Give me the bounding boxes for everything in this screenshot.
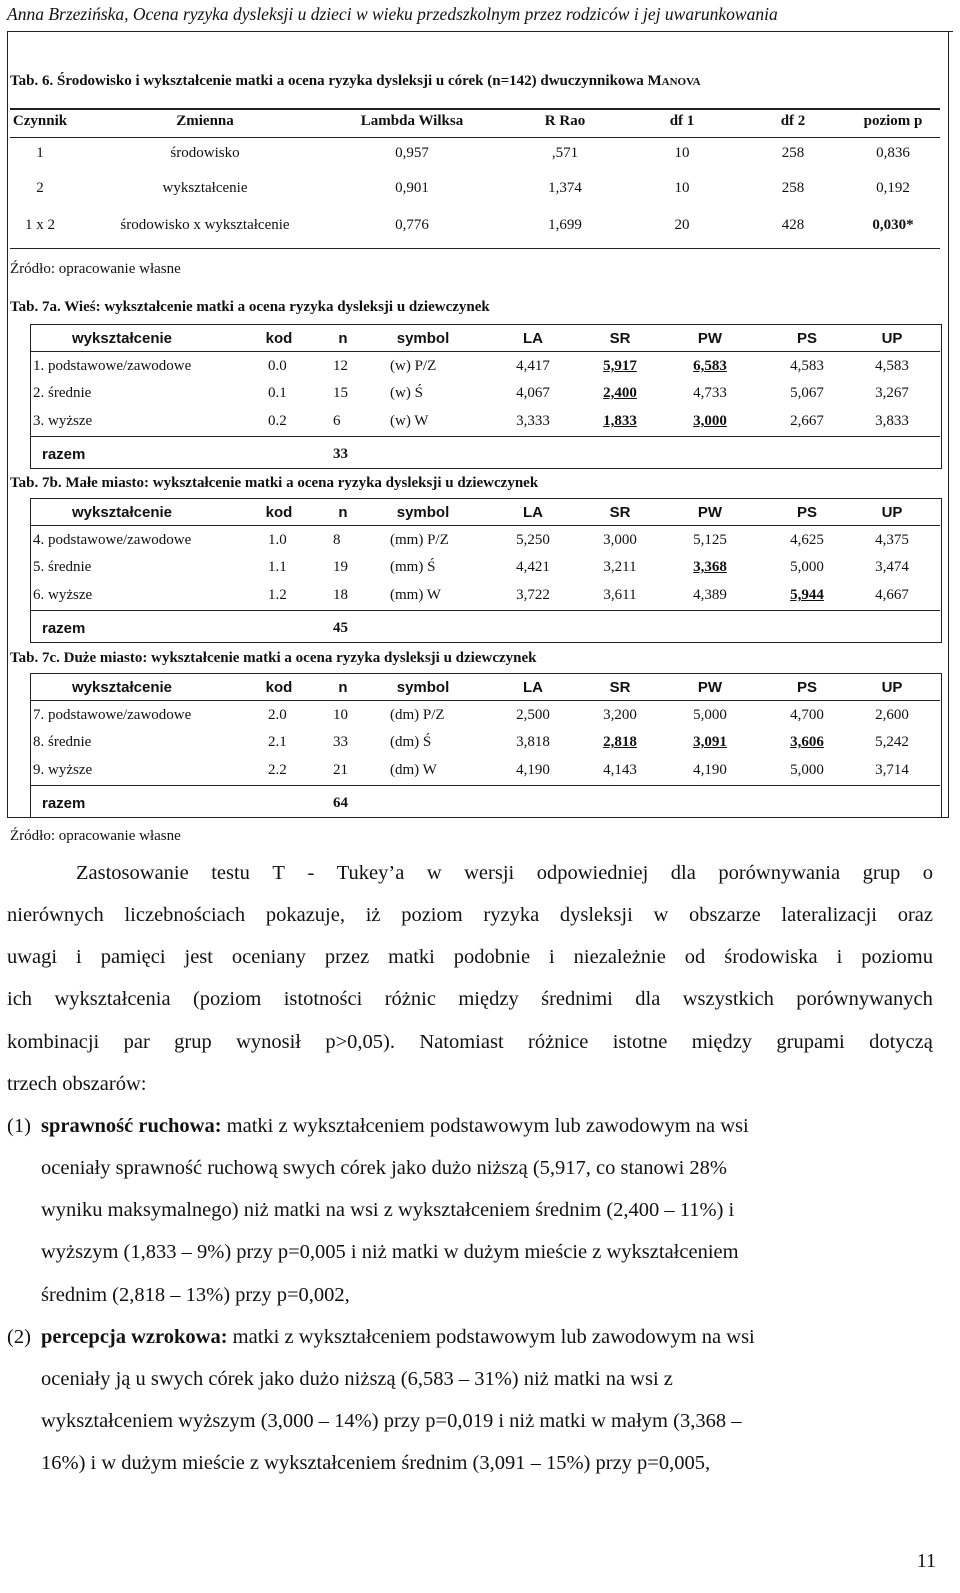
item2-term: percepcja wzrokowa: [41, 1326, 228, 1348]
tab6-cell: 1 x 2 [25, 217, 55, 233]
tab6-cell: wykształcenie [162, 180, 248, 196]
tab6-cell: 0,192 [876, 180, 910, 196]
tab7a-cell: (w) P/Z [390, 358, 437, 374]
tab7b-cell: 18 [333, 587, 348, 603]
tab6-cell: środowisko [170, 145, 240, 161]
tab7c-cell: 5,000 [693, 707, 727, 723]
tab7c-cell: 10 [333, 707, 348, 723]
tab7c-col-header: kod [265, 679, 293, 696]
tab7a-col-header: n [338, 330, 348, 347]
tab6-cell: 258 [781, 180, 805, 196]
tab7c-cell: 3,714 [875, 762, 909, 778]
tab7b-cell: (mm) P/Z [390, 532, 449, 548]
tab6-cell: ,571 [551, 145, 579, 161]
tab7c-col-header: PS [796, 679, 818, 696]
tab7b-total: 45 [333, 620, 348, 636]
tab7b-cell: 5. średnie [33, 559, 92, 575]
tab7c-header-rule [30, 700, 940, 701]
tab7b-cell: 4,667 [875, 587, 909, 603]
tab7c-cell: 3,818 [516, 734, 550, 750]
tab7b-col-header: wykształcenie [71, 504, 173, 521]
body-line-5-text: kombinacji par grup wynosił p>0,05). Natomiast różnice istotne między grupami dotyczą [7, 1031, 933, 1053]
tab7a-col-header: symbol [396, 330, 450, 347]
tab7a-cell: 4,733 [693, 385, 727, 401]
tab7a-cell: (w) Ś [390, 385, 423, 401]
tab7a-col-header: UP [881, 330, 903, 347]
tab7c-cell: 21 [333, 762, 348, 778]
tab7c-source [10, 828, 181, 845]
tab6-top-rule [10, 108, 940, 110]
item2-line-3: wykształceniem wyższym (3,000 – 14%) przy p=0,019 i niż matki w małym (3,368 – [41, 1410, 742, 1432]
tab7b-caption-text: Tab. 7b. Małe miasto: wykształcenie matki a ocena ryzyka dysleksji u dziewczynek [10, 475, 539, 491]
tab7b-total-label: razem [42, 620, 86, 637]
body-line-3-text: uwagi i pamięci jest oceniany przez matki podobnie i niezależnie od środowiska i poziomu [7, 946, 933, 968]
tab7c-cell: (dm) P/Z [390, 707, 445, 723]
tab6-cell: 2 [36, 180, 44, 196]
tab6-header-rule [10, 137, 940, 138]
tab7b-cell: 5,000 [790, 559, 824, 575]
tab7c-cell: 2.1 [268, 734, 287, 750]
tab7c-total: 64 [333, 795, 348, 811]
tab7c-cell: 2,500 [516, 707, 550, 723]
tab6-cell: 0,957 [395, 145, 429, 161]
tab7a-cell: 6,583 [693, 358, 727, 374]
tab7a-cell: 4,583 [790, 358, 824, 374]
tab6-cell: 0,836 [876, 145, 910, 161]
tab7b-cell: 6. wyższe [33, 587, 93, 603]
tab7b-col-header: symbol [396, 504, 450, 521]
tab7a-col-header: kod [265, 330, 293, 347]
tab7b-cell: 1.2 [268, 587, 287, 603]
body-line-2 [7, 904, 933, 927]
tab7c-caption [10, 650, 537, 667]
tab7c-cell: 8. średnie [33, 734, 92, 750]
tab7a-cell: 1,833 [603, 413, 637, 429]
tab6-cell: 1 [36, 145, 44, 161]
tab7c-total-label: razem [42, 795, 86, 812]
tab7a-cell: 3,000 [693, 413, 727, 429]
tab7c-cell: 3,606 [790, 734, 824, 750]
tab7b-cell: 3,368 [693, 559, 727, 575]
tab7b-col-header: SR [609, 504, 631, 521]
tab7b-caption [10, 475, 538, 492]
tab7a-col-header: PS [796, 330, 818, 347]
tab7b-cell: 1.1 [268, 559, 287, 575]
tab7b-cell: 1.0 [268, 532, 287, 548]
tab6-cell: 0,030* [872, 217, 914, 233]
tab7a-rows-rule [30, 436, 940, 437]
item1-line-1-rest: matki z wykształceniem podstawowym lub zawodowym na wsi [221, 1115, 749, 1137]
tab7c-cell: 2.0 [268, 707, 287, 723]
tab7c-col-header: n [338, 679, 348, 696]
body-line-6-text: trzech obszarów: [7, 1073, 147, 1095]
tab7c-cell: 3,200 [603, 707, 637, 723]
tab6-cell: 428 [781, 217, 805, 233]
tab7a-cell: 2. średnie [33, 385, 92, 401]
tab7c-col-header: LA [523, 679, 543, 696]
tab7b-cell: 19 [333, 559, 348, 575]
tab7a-cell: 12 [333, 358, 348, 374]
tab7a-cell: 5,917 [603, 358, 637, 374]
tab7c-cell: 2.2 [268, 762, 287, 778]
tab6-cell: 258 [781, 145, 805, 161]
tab7c-cell: 5,000 [790, 762, 824, 778]
tab7b-col-header: PW [697, 504, 723, 521]
tab7a-cell: 6 [333, 413, 341, 429]
tab7b-header-rule [30, 525, 940, 526]
tab7b-col-header: UP [881, 504, 903, 521]
tab7b-cell: 3,722 [516, 587, 550, 603]
tab6-cell: 0,776 [395, 217, 429, 233]
tab7a-cell: (w) W [390, 413, 429, 429]
item2-line-4: 16%) i w dużym mieście z wykształceniem średnim (3,091 – 15%) przy p=0,005, [41, 1452, 711, 1474]
tab7b-cell: 8 [333, 532, 341, 548]
tab6-cell: 20 [674, 217, 690, 233]
tab7b-rows-rule [30, 610, 940, 611]
item1-line-4: wyższym (1,833 – 9%) przy p=0,005 i niż matki w dużym mieście z wykształceniem [41, 1241, 739, 1263]
tab7c-cell: 3,091 [693, 734, 727, 750]
tab7c-col-header: UP [881, 679, 903, 696]
tab7a-cell: 1. podstawowe/zawodowe [33, 358, 192, 374]
tab7c-caption-text: Tab. 7c. Duże miasto: wykształcenie matki a ocena ryzyka dysleksji u dziewczynek [10, 650, 537, 666]
tab7a-col-header: PW [697, 330, 723, 347]
tab7a-cell: 3,833 [875, 413, 909, 429]
tab7b-col-header: PS [796, 504, 818, 521]
tab6-col-header: df 2 [780, 113, 806, 129]
tab7a-cell: 4,583 [875, 358, 909, 374]
tab7b-col-header: LA [523, 504, 543, 521]
tab7b-cell: 4,421 [516, 559, 550, 575]
tab7c-cell: (dm) W [390, 762, 437, 778]
body-line-3 [7, 946, 933, 969]
running-header: Anna Brzezińska, Ocena ryzyka dysleksji u dzieci w wieku przedszkolnym przez rodziców i jej uwarunkowania [7, 4, 778, 24]
tab7a-caption [10, 299, 490, 316]
tab7a-total-label: razem [42, 446, 86, 463]
item2-line-1 [41, 1326, 755, 1349]
tab7b-cell: 4,375 [875, 532, 909, 548]
tab7a-cell: 4,067 [516, 385, 550, 401]
body-line-1 [76, 862, 933, 885]
tab7b-cell: 5,125 [693, 532, 727, 548]
body-line-4-text: ich wykształcenia (poziom istotności różnic między średnimi dla wszystkich porównywanych [7, 988, 933, 1010]
tab6-col-header: Czynnik [12, 113, 68, 129]
item1-line-5: średnim (2,818 – 13%) przy p=0,002, [41, 1284, 350, 1306]
item2-number: (2) [7, 1326, 31, 1348]
tab7a-cell: 0.2 [268, 413, 287, 429]
tab7b-cell: 4,389 [693, 587, 727, 603]
tab6-col-header: R Rao [544, 113, 586, 129]
tab6-col-header: df 1 [669, 113, 695, 129]
tab7a-cell: 3,267 [875, 385, 909, 401]
tab6-cell: 10 [674, 180, 690, 196]
tab6-cell: 0,901 [395, 180, 429, 196]
tab7c-rows-rule [30, 785, 940, 786]
item1-line-1 [41, 1115, 749, 1138]
tab6-caption [10, 73, 701, 90]
tab7a-col-header: LA [523, 330, 543, 347]
tab7a-cell: 15 [333, 385, 348, 401]
tab6-cell: środowisko x wykształcenie [120, 217, 290, 233]
tab7b-cell: 3,474 [875, 559, 909, 575]
tab7c-col-header: wykształcenie [71, 679, 173, 696]
tab7a-cell: 2,667 [790, 413, 824, 429]
tab7b-cell: 3,000 [603, 532, 637, 548]
tab7b-cell: (mm) W [390, 587, 441, 603]
tab7b-cell: 4,625 [790, 532, 824, 548]
tab7b-cell: 5,944 [790, 587, 824, 603]
page-number: 11 [916, 1550, 936, 1572]
item1-line-3: wyniku maksymalnego) niż matki na wsi z wykształceniem średnim (2,400 – 11%) i [41, 1199, 735, 1221]
tab7c-source-text: Źródło: opracowanie własne [10, 828, 181, 844]
tab6-cell: 1,374 [548, 180, 582, 196]
tab6-cell: 1,699 [548, 217, 582, 233]
tab7a-col-header: SR [609, 330, 631, 347]
tab7c-cell: 4,190 [693, 762, 727, 778]
tab7c-col-header: PW [697, 679, 723, 696]
item2-line-2: oceniały ją u swych córek jako dużo niższą (6,583 – 31%) niż matki na wsi z [41, 1368, 673, 1390]
tab7c-cell: 2,818 [603, 734, 637, 750]
item1-term: sprawność ruchowa: [41, 1115, 222, 1137]
body-line-5 [7, 1031, 933, 1054]
tab6-col-header: Lambda Wilksa [360, 113, 464, 129]
tab7a-cell: 5,067 [790, 385, 824, 401]
tab7b-cell: 3,611 [603, 587, 637, 603]
tab7b-cell: 3,211 [603, 559, 637, 575]
tab7c-cell: 5,242 [875, 734, 909, 750]
tab7c-cell: 4,190 [516, 762, 550, 778]
tab6-col-header: Zmienna [176, 113, 234, 129]
tab6-source [10, 261, 181, 278]
body-line-2-text: nierównych liczebnościach pokazuje, iż poziom ryzyka dysleksji w obszarze lateralizacji oraz [7, 904, 933, 926]
tab7c-cell: 33 [333, 734, 348, 750]
tab7a-col-header: wykształcenie [71, 330, 173, 347]
item1-number: (1) [7, 1115, 31, 1137]
tab6-source-text: Źródło: opracowanie własne [10, 261, 181, 277]
tab7a-cell: 0.0 [268, 358, 287, 374]
tab7c-cell: 2,600 [875, 707, 909, 723]
tab6-caption-text: Tab. 6. Środowisko i wykształcenie matki a ocena ryzyka dysleksji u córek (n=142) dwuczynnikowa [10, 73, 648, 89]
tab7a-cell: 3. wyższe [33, 413, 93, 429]
tab7a-cell: 4,417 [516, 358, 550, 374]
tab7b-cell: 4. podstawowe/zawodowe [33, 532, 192, 548]
body-line-6 [7, 1073, 146, 1096]
tab6-col-header: poziom p [863, 113, 923, 129]
tab7a-header-rule [30, 351, 940, 352]
body-line-4 [7, 988, 933, 1011]
tab7c-col-header: SR [609, 679, 631, 696]
tab7a-cell: 0.1 [268, 385, 287, 401]
item1-line-2: oceniały sprawność ruchową swych córek jako dużo niższą (5,917, co stanowi 28% [41, 1157, 727, 1179]
tab7c-cell: 4,143 [603, 762, 637, 778]
body-line-1-text: Zastosowanie testu T - Tukey’a w wersji odpowiedniej dla porównywania grup o [76, 862, 933, 884]
tab7c-col-header: symbol [396, 679, 450, 696]
tab6-cell: 10 [674, 145, 690, 161]
tab7c-cell: (dm) Ś [390, 734, 432, 750]
tab6-bottom-rule [10, 248, 940, 249]
tab7c-cell: 7. podstawowe/zawodowe [33, 707, 192, 723]
tab7b-col-header: kod [265, 504, 293, 521]
tab6-caption-manova: Manova [647, 73, 701, 89]
tab7b-cell: 5,250 [516, 532, 550, 548]
tab7a-cell: 2,400 [603, 385, 637, 401]
tab7c-cell: 9. wyższe [33, 762, 93, 778]
tab7b-col-header: n [338, 504, 348, 521]
tab7c-cell: 4,700 [790, 707, 824, 723]
tab7a-caption-text: Tab. 7a. Wieś: wykształcenie matki a ocena ryzyka dysleksji u dziewczynek [10, 299, 490, 315]
tab7a-cell: 3,333 [516, 413, 550, 429]
tab7a-total: 33 [333, 446, 348, 462]
item2-line-1-rest: matki z wykształceniem podstawowym lub zawodowym na wsi [227, 1326, 755, 1348]
tab7b-cell: (mm) Ś [390, 559, 436, 575]
